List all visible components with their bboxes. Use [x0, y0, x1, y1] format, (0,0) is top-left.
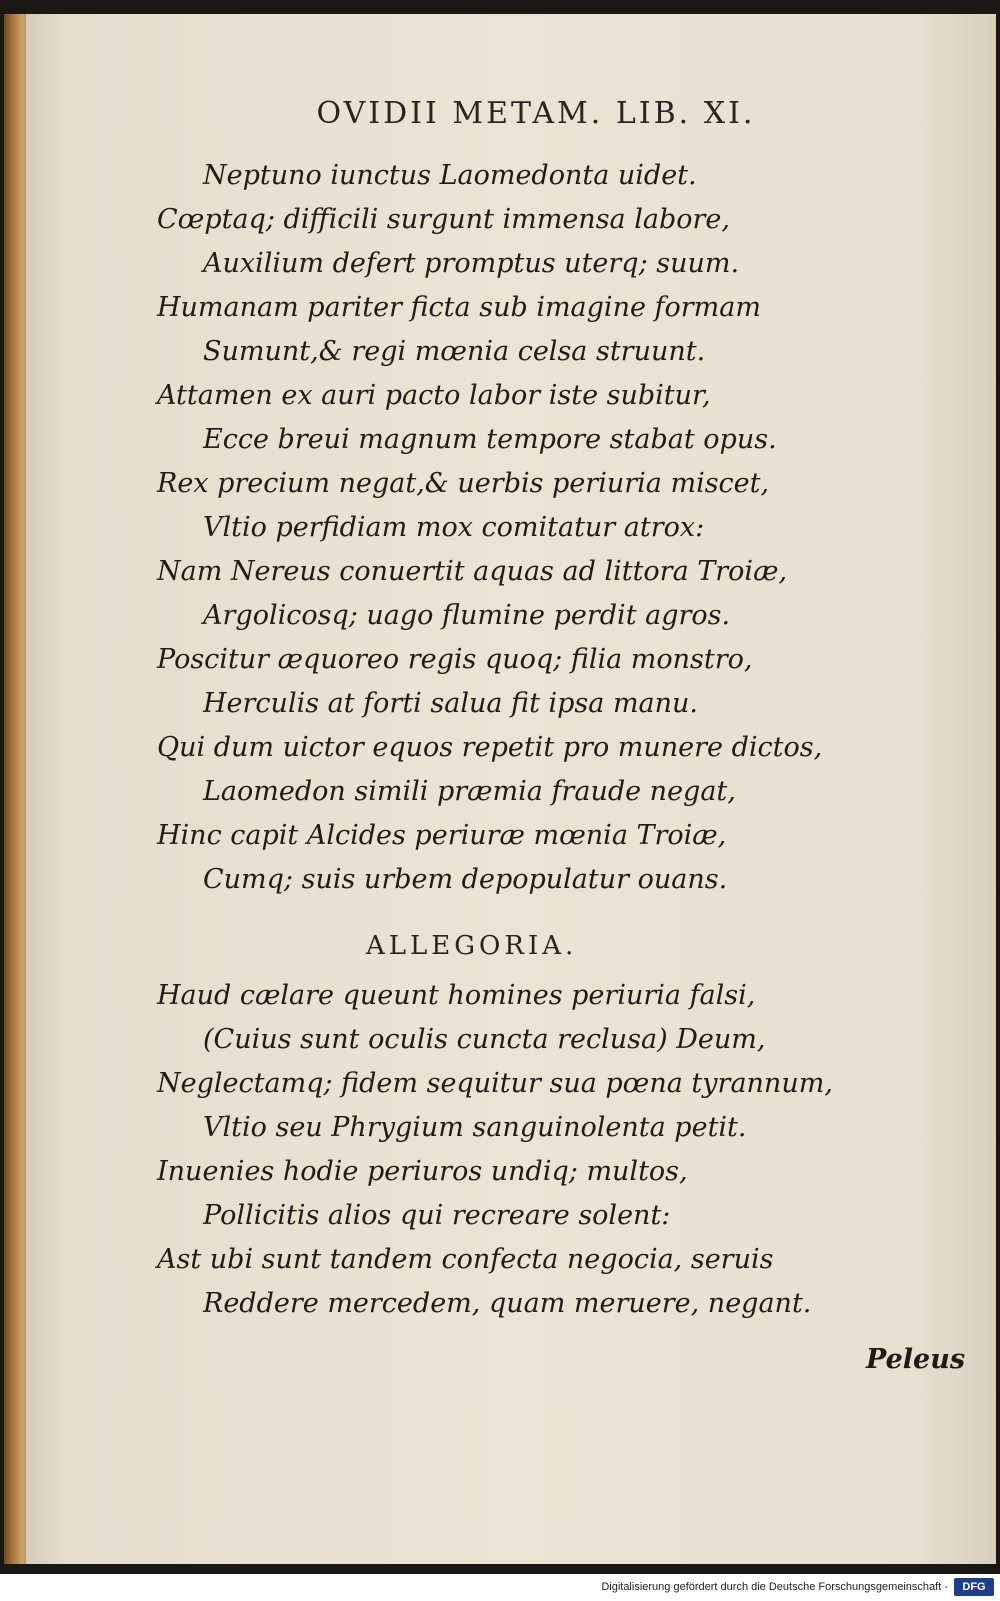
verse-line: Attamen ex auri pacto labor iste subitur,: [157, 380, 711, 411]
allegoria-line: (Cuius sunt oculis cuncta reclusa) Deum,: [203, 1024, 766, 1055]
verse-line: Qui dum uictor equos repetit pro munere dictos,: [157, 732, 823, 763]
verse-line: Rex precium negat,& uerbis periuria miscet,: [157, 468, 770, 499]
allegoria-line: Pollicitis alios qui recreare solent:: [203, 1200, 671, 1231]
verse-line: Sumunt,& regi mœnia celsa struunt.: [203, 336, 706, 367]
running-head: OVIDII METAM. LIB. XI.: [316, 96, 756, 131]
book-page: [26, 14, 996, 1564]
verse-line: Humanam pariter ficta sub imagine formam: [157, 292, 761, 323]
verse-line: Laomedon simili præmia fraude negat,: [203, 776, 736, 807]
catchword: Peleus: [866, 1344, 966, 1375]
allegoria-line: Neglectamq; fidem sequitur sua pœna tyrannum,: [157, 1068, 833, 1099]
allegoria-line: Vltio seu Phrygium sanguinolenta petit.: [203, 1112, 747, 1143]
allegoria-line: Inuenies hodie periuros undiq; multos,: [157, 1156, 688, 1187]
verse-line: Poscitur æquoreo regis quoq; filia monstro,: [157, 644, 753, 675]
verse-line: Nam Nereus conuertit aquas ad littora Troiæ,: [157, 556, 788, 587]
allegoria-line: Reddere mercedem, quam meruere, negant.: [203, 1288, 812, 1319]
verse-line: Argolicosq; uago flumine perdit agros.: [203, 600, 731, 631]
allegoria-line: Haud cælare queunt homines periuria falsi,: [157, 980, 756, 1011]
section-heading: ALLEGORIA.: [366, 931, 578, 961]
verse-line: Herculis at forti salua fit ipsa manu.: [203, 688, 699, 719]
verse-line: Auxilium defert promptus uterq; suum.: [203, 248, 740, 279]
verse-line: Cumq; suis urbem depopulatur ouans.: [203, 864, 728, 895]
verse-line: Hinc capit Alcides periuræ mœnia Troiæ,: [157, 820, 727, 851]
verse-line: Neptuno iunctus Laomedonta uidet.: [203, 160, 697, 191]
digitization-credit: Digitalisierung gefördert durch die Deutsche Forschungsgemeinschaft -: [601, 1581, 948, 1593]
footer-bar: [0, 1574, 1000, 1601]
allegoria-line: Ast ubi sunt tandem confecta negocia, seruis: [157, 1244, 774, 1275]
verse-line: Ecce breui magnum tempore stabat opus.: [203, 424, 777, 455]
dfg-logo: DFG: [954, 1578, 994, 1596]
verse-line: Cœptaq; difficili surgunt immensa labore,: [157, 204, 730, 235]
verse-line: Vltio perfidiam mox comitatur atrox:: [203, 512, 705, 543]
